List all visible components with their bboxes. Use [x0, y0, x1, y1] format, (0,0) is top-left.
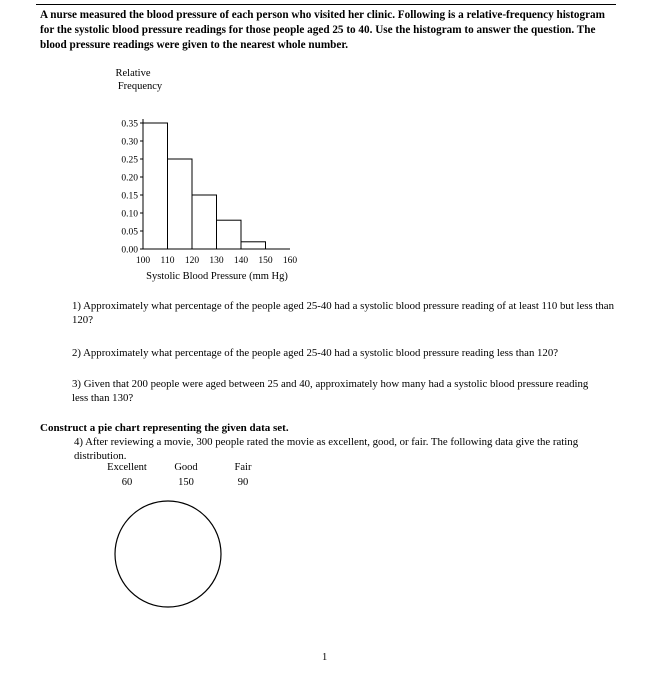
page-number: 1: [322, 652, 328, 663]
question-1: [72, 299, 617, 327]
x-tick-label: 140: [233, 256, 249, 266]
header-fair: Fair: [234, 462, 252, 473]
question-2-number: 2): [72, 347, 81, 359]
x-tick-label: 100: [135, 256, 151, 266]
question-3-text: Given that 200 people were aged between 25 and 40, approximately how many had a systolic blood pressure reading less than 130?: [72, 378, 589, 404]
header-excellent: Excellent: [107, 462, 147, 473]
y-tick-label: 0.00: [121, 245, 138, 256]
header-good: Good: [174, 462, 198, 473]
y-tick-label: 0.05: [121, 227, 138, 238]
pie-chart-blank[interactable]: [112, 498, 224, 610]
value-fair: 90: [237, 477, 249, 488]
histogram-bar: [217, 220, 242, 249]
question-3: [72, 377, 607, 405]
x-tick-label: 110: [160, 256, 175, 266]
question-4-text: After reviewing a movie, 300 people rated the movie as excellent, good, or fair. The following data give the rating distribution.: [74, 436, 579, 462]
question-1-text: Approximately what percentage of the people aged 25-40 had a systolic blood pressure reading of at least 110 but less than 120?: [72, 300, 614, 326]
value-good: 150: [178, 477, 194, 488]
rating-table: [104, 462, 264, 476]
x-tick-label: 120: [184, 256, 200, 266]
y-tick-label: 0.20: [121, 173, 138, 184]
y-tick-label: 0.10: [121, 209, 138, 220]
question-4-number: 4): [74, 436, 83, 448]
histogram-bar: [143, 123, 168, 249]
y-tick-label: 0.25: [121, 155, 138, 166]
question-3-number: 3): [72, 378, 81, 390]
histogram-bar: [192, 195, 217, 249]
question-2-text: Approximately what percentage of the people aged 25-40 had a systolic blood pressure reading less than 120?: [83, 347, 559, 359]
histogram-bar: [241, 242, 266, 249]
rating-values: [104, 477, 264, 491]
x-tick-label: 160: [282, 256, 298, 266]
x-tick-label: 130: [209, 256, 224, 266]
y-tick-label: 0.35: [121, 119, 138, 130]
top-rule: [36, 4, 616, 5]
question-1-number: 1): [72, 300, 81, 312]
x-axis-label: Systolic Blood Pressure (mm Hg): [146, 271, 288, 282]
value-excellent: 60: [121, 477, 133, 488]
y-tick-label: 0.30: [121, 137, 138, 148]
histogram-bar: [168, 159, 193, 249]
question-2: [72, 346, 632, 360]
question-4: [74, 435, 619, 463]
intro-paragraph: A nurse measured the blood pressure of each person who visited her clinic. Following is a relative-frequency histogram for the systolic blood pressure readings for those people aged 25 to 40. Use the histogram to answer the question. The blood pressure readings were given to the nearest whole number.: [40, 9, 605, 51]
y-axis-label-line2: Frequency: [117, 81, 163, 92]
y-tick-label: 0.15: [121, 191, 138, 202]
pie-section-title: Construct a pie chart representing the given data set.: [40, 422, 289, 434]
pie-circle[interactable]: [115, 501, 221, 607]
histogram: [100, 60, 340, 285]
y-axis-label-line1: Relative: [115, 68, 151, 79]
x-tick-label: 150: [258, 256, 273, 266]
